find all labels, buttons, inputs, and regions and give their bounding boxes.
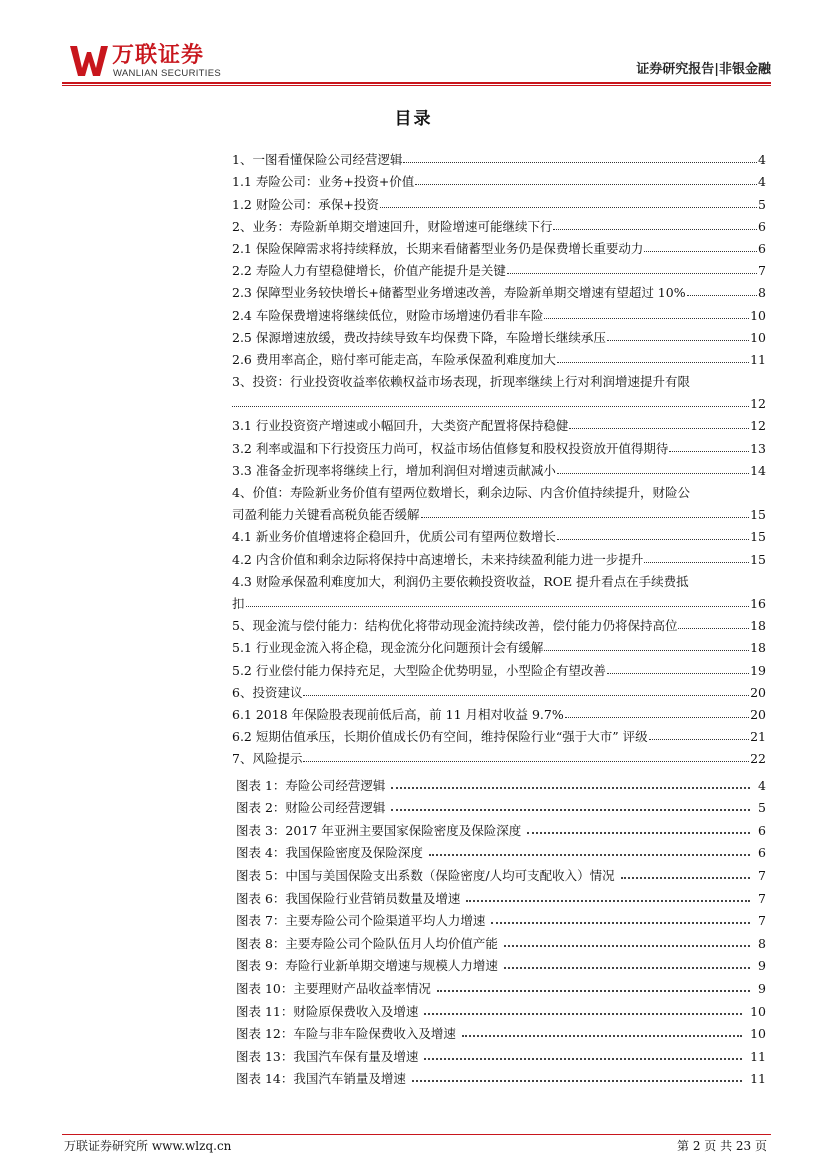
toc-entry[interactable] <box>232 212 766 234</box>
figure-leader-dots <box>424 1013 742 1015</box>
toc-entry-title: 2.2 寿险人力有望稳健增长，价值产能提升是关键 <box>232 263 506 279</box>
toc-entry[interactable] <box>232 345 766 367</box>
toc-entry-title: 2.6 费用率高企，赔付率可能走高，车险承保盈利难度加大 <box>232 351 556 367</box>
figure-entry[interactable] <box>236 951 766 974</box>
figure-leader-dots <box>424 1058 742 1060</box>
toc-entry-title: 4.2 内含价值和剩余边际将保持中高速增长，未来持续盈利能力进一步提升 <box>232 551 644 567</box>
figure-leader-dots <box>462 1035 742 1037</box>
toc-entry-title: 2.5 保源增速放缓，费改持续导致车均保费下降，车险增长继续承压 <box>232 329 606 345</box>
toc-entry[interactable] <box>232 433 766 455</box>
toc-entry[interactable] <box>232 478 766 500</box>
header-divider-thin <box>62 85 771 86</box>
toc-entry[interactable] <box>232 722 766 744</box>
toc-entry-page: 20 <box>750 684 766 700</box>
toc-entry-page: 4 <box>758 152 766 168</box>
toc-entry[interactable] <box>232 700 766 722</box>
toc-leader-dots <box>607 673 749 674</box>
toc-entry-page: 14 <box>750 462 766 478</box>
toc-leader-dots <box>678 628 749 629</box>
figure-entry-title: 图表 4：我国保险密度及保险深度 <box>236 845 423 861</box>
figure-entry-title: 图表 12：车险与非车险保费收入及增速 <box>236 1026 456 1042</box>
toc-entry-page: 15 <box>750 507 766 523</box>
figure-entry[interactable] <box>236 860 766 883</box>
toc-entry-page: 15 <box>750 529 766 545</box>
toc-leader-dots <box>380 207 757 208</box>
toc-entry[interactable] <box>232 744 766 766</box>
figure-entry-page: 7 <box>758 913 766 929</box>
toc-entry-title: 1.2 财险公司：承保+投资 <box>232 196 379 212</box>
report-type: 证券研究报告|非银金融 <box>636 62 771 77</box>
figure-leader-dots <box>491 922 750 924</box>
toc-entry-title: 3.1 行业投资资产增速或小幅回升，大类资产配置将保持稳健 <box>232 418 569 434</box>
table-of-contents <box>232 145 766 766</box>
toc-entry-page: 21 <box>750 729 766 745</box>
toc-entry[interactable] <box>232 256 766 278</box>
toc-leader-dots <box>544 650 749 651</box>
brand-name-en: WANLIAN SECURITIES <box>113 68 221 79</box>
toc-entry[interactable] <box>232 544 766 566</box>
footer-source: 万联证券研究所 www.wlzq.cn <box>64 1139 232 1153</box>
toc-entry[interactable] <box>232 633 766 655</box>
toc-leader-dots <box>232 406 749 407</box>
toc-entry-title: 2、业务：寿险新单期交增速回升，财险增速可能继续下行 <box>232 218 553 234</box>
toc-leader-dots <box>403 162 757 163</box>
figure-leader-dots <box>391 809 750 811</box>
toc-entry-page: 18 <box>750 618 766 634</box>
toc-title: 目录 <box>394 109 433 129</box>
figure-entry[interactable] <box>236 883 766 906</box>
company-logo <box>70 44 235 82</box>
figure-entry-title: 图表 1：寿险公司经营逻辑 <box>236 777 386 793</box>
toc-entry[interactable] <box>232 611 766 633</box>
toc-leader-dots <box>557 539 749 540</box>
toc-entry[interactable] <box>232 678 766 700</box>
toc-leader-dots <box>669 451 749 452</box>
toc-entry-page: 10 <box>750 329 766 345</box>
toc-entry-title-cont: 司盈利能力关键看高税负能否缓解 <box>232 507 420 523</box>
toc-leader-dots <box>246 606 750 607</box>
figure-entry-page: 6 <box>758 822 766 838</box>
figure-entry[interactable] <box>236 1041 766 1064</box>
figure-entry-page: 10 <box>750 1026 766 1042</box>
toc-entry-page: 15 <box>750 551 766 567</box>
toc-leader-dots <box>569 428 749 429</box>
toc-entry-title: 3.2 利率或温和下行投资压力尚可，权益市场估值修复和股权投资放开值得期待 <box>232 440 669 456</box>
toc-entry-page: 18 <box>750 640 766 656</box>
figure-entry-title: 图表 8：主要寿险公司个险队伍月人均价值产能 <box>236 935 498 951</box>
toc-entry[interactable] <box>232 167 766 189</box>
toc-leader-dots <box>544 318 749 319</box>
toc-entry[interactable] <box>232 300 766 322</box>
page-number: 第 2 页 共 23 页 <box>677 1139 767 1153</box>
toc-leader-dots <box>557 473 749 474</box>
toc-entry-title: 5.2 行业偿付能力保持充足，大型险企优势明显，小型险企有望改善 <box>232 662 606 678</box>
toc-leader-dots <box>607 340 749 341</box>
toc-entry-page: 8 <box>758 285 766 301</box>
toc-leader-dots <box>649 739 749 740</box>
figure-entry-page: 11 <box>750 1071 766 1087</box>
toc-entry-title: 6.2 短期估值承压，长期价值成长仍有空间，维持保险行业“强于大市” 评级 <box>232 729 648 745</box>
toc-leader-dots <box>303 695 749 696</box>
header-divider <box>62 82 771 84</box>
toc-entry[interactable] <box>232 522 766 544</box>
toc-leader-dots <box>421 517 750 518</box>
figure-leader-dots <box>527 832 750 834</box>
figure-leader-dots <box>429 854 750 856</box>
figure-entry[interactable] <box>236 906 766 929</box>
toc-entry-page: 11 <box>750 351 766 367</box>
toc-entry-page: 22 <box>750 751 766 767</box>
toc-entry-title: 1.1 寿险公司：业务+投资+价值 <box>232 174 415 190</box>
toc-entry-page: 5 <box>758 196 766 212</box>
toc-entry-title: 5、现金流与偿付能力：结构优化将带动现金流持续改善，偿付能力仍将保持高位 <box>232 618 678 634</box>
figure-entry[interactable] <box>236 996 766 1019</box>
footer-divider <box>62 1134 771 1135</box>
toc-entry[interactable] <box>232 278 766 300</box>
brand-name-cn: 万联证券 <box>112 43 205 68</box>
figure-entry[interactable] <box>236 815 766 838</box>
toc-entry-page: 7 <box>758 263 766 279</box>
figure-leader-dots <box>504 967 750 969</box>
toc-leader-dots <box>557 362 749 363</box>
toc-entry-title-cont: 扣 <box>232 595 245 611</box>
toc-leader-dots <box>565 717 749 718</box>
toc-entry-page: 6 <box>758 240 766 256</box>
toc-entry[interactable] <box>232 567 766 589</box>
toc-entry-page: 12 <box>750 418 766 434</box>
figure-entry-title: 图表 13：我国汽车保有量及增速 <box>236 1048 419 1064</box>
figure-entry-page: 8 <box>758 935 766 951</box>
figure-entry[interactable] <box>236 1019 766 1042</box>
toc-entry-title: 6.1 2018 年保险股表现前低后高，前 11 月相对收益 9.7% <box>232 706 564 722</box>
toc-entry[interactable] <box>232 411 766 433</box>
toc-entry-title: 3.3 准备金折现率将继续上行，增加利润但对增速贡献减小 <box>232 462 556 478</box>
toc-entry[interactable] <box>232 367 766 389</box>
toc-leader-dots <box>644 251 757 252</box>
figure-entry-title: 图表 9：寿险行业新单期交增速与规模人力增速 <box>236 958 498 974</box>
figure-entry-page: 9 <box>758 980 766 996</box>
toc-entry-title: 2.1 保险保障需求将持续释放，长期来看储蓄型业务仍是保费增长重要动力 <box>232 240 644 256</box>
toc-entry-continued[interactable] <box>232 589 766 611</box>
toc-leader-dots <box>644 562 749 563</box>
wanlian-logo-icon <box>70 44 108 78</box>
toc-entry[interactable] <box>232 145 766 167</box>
toc-entry-title: 7、风险提示 <box>232 751 303 767</box>
toc-entry-title: 6、投资建议 <box>232 684 303 700</box>
toc-leader-dots <box>415 184 757 185</box>
figure-entry-page: 9 <box>758 958 766 974</box>
figure-leader-dots <box>437 990 750 992</box>
figure-entry-title: 图表 10：主要理财产品收益率情况 <box>236 980 431 996</box>
toc-entry[interactable] <box>232 189 766 211</box>
toc-entry[interactable] <box>232 234 766 256</box>
figure-entry-title: 图表 14：我国汽车销量及增速 <box>236 1071 406 1087</box>
figure-entry-title: 图表 3：2017 年亚洲主要国家保险密度及保险深度 <box>236 822 522 838</box>
figure-entry-page: 7 <box>758 867 766 883</box>
toc-entry-page: 10 <box>750 307 766 323</box>
figure-entry[interactable] <box>236 838 766 861</box>
figure-entry-page: 4 <box>758 777 766 793</box>
figure-entry-page: 10 <box>750 1003 766 1019</box>
figure-entry-page: 5 <box>758 800 766 816</box>
toc-entry-page: 19 <box>750 662 766 678</box>
toc-entry-title: 2.4 车险保费增速将继续低位，财险市场增速仍看非车险 <box>232 307 544 323</box>
toc-entry-title: 3、投资：行业投资收益率依赖权益市场表现，折现率继续上行对利润增速提升有限 <box>232 374 690 390</box>
toc-entry-title: 4.1 新业务价值增速将企稳回升，优质公司有望两位数增长 <box>232 529 556 545</box>
figure-entry-title: 图表 6：我国保险行业营销员数量及增速 <box>236 890 461 906</box>
figure-entry-title: 图表 7：主要寿险公司个险渠道平均人力增速 <box>236 913 486 929</box>
toc-entry-title: 1、一图看懂保险公司经营逻辑 <box>232 152 403 168</box>
toc-leader-dots <box>507 273 757 274</box>
figure-leader-dots <box>391 787 750 789</box>
toc-entry-continued[interactable] <box>232 389 766 411</box>
figure-list <box>236 770 766 1086</box>
toc-entry-title: 4、价值：寿险新业务价值有望两位数增长，剩余边际、内含价值持续提升，财险公 <box>232 485 690 500</box>
figure-entry[interactable] <box>236 770 766 793</box>
figure-entry-title: 图表 11：财险原保费收入及增速 <box>236 1003 419 1019</box>
figure-leader-dots <box>466 900 750 902</box>
figure-entry-page: 7 <box>758 890 766 906</box>
toc-entry-title: 2.3 保障型业务较快增长+储蓄型业务增速改善，寿险新单期交增速有望超过 10% <box>232 285 686 301</box>
toc-entry[interactable] <box>232 655 766 677</box>
toc-entry-continued[interactable] <box>232 500 766 522</box>
toc-entry-page: 16 <box>750 595 766 611</box>
toc-entry-title: 5.1 行业现金流入将企稳，现金流分化问题预计会有缓解 <box>232 640 544 656</box>
toc-entry-page: 12 <box>750 396 766 412</box>
toc-leader-dots <box>553 229 757 230</box>
toc-entry[interactable] <box>232 456 766 478</box>
figure-leader-dots <box>621 877 750 879</box>
toc-entry-page: 13 <box>750 440 766 456</box>
toc-entry-title: 4.3 财险承保盈利难度加大，利润仍主要依赖投资收益，ROE 提升看点在手续费抵 <box>232 573 689 589</box>
figure-entry-page: 11 <box>750 1048 766 1064</box>
figure-entry[interactable] <box>236 793 766 816</box>
figure-entry-title: 图表 5：中国与美国保险支出系数（保险密度/人均可支配收入）情况 <box>236 867 615 883</box>
toc-entry-page: 4 <box>758 174 766 190</box>
toc-leader-dots <box>303 761 749 762</box>
figure-entry[interactable] <box>236 973 766 996</box>
figure-leader-dots <box>412 1080 742 1082</box>
toc-leader-dots <box>687 295 757 296</box>
toc-entry-page: 20 <box>750 706 766 722</box>
figure-entry[interactable] <box>236 928 766 951</box>
figure-entry-title: 图表 2：财险公司经营逻辑 <box>236 800 386 816</box>
figure-entry[interactable] <box>236 1064 766 1087</box>
toc-entry-page: 6 <box>758 218 766 234</box>
figure-entry-page: 6 <box>758 845 766 861</box>
toc-entry[interactable] <box>232 323 766 345</box>
figure-leader-dots <box>504 945 750 947</box>
